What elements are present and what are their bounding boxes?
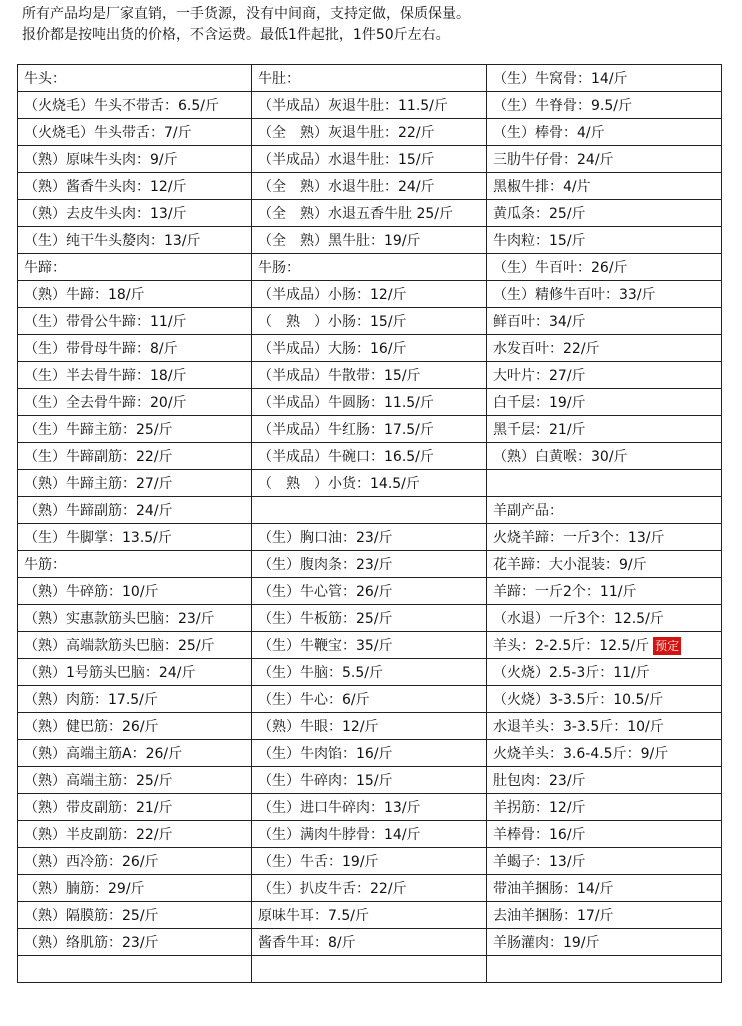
price-item-text: 带油羊捆肠：14/斤 [493,881,614,897]
price-item-text: 羊蝎子：13/斤 [493,854,586,870]
price-cell [487,65,722,92]
price-cell [252,146,487,173]
price-cell [252,740,487,767]
price-cell [252,227,487,254]
table-row [18,524,722,551]
price-cell [487,335,722,362]
price-item-text: （生）棒骨：4/斤 [493,125,605,141]
price-item-text: 牛肚： [258,71,300,87]
price-item-text: 大叶片：27/斤 [493,368,586,384]
price-cell [487,794,722,821]
price-item-text: （全 熟）水退牛肚：24/斤 [258,179,435,195]
price-item-text: 酱香牛耳：8/斤 [258,935,356,951]
price-cell [252,362,487,389]
price-cell [18,389,252,416]
price-cell [252,173,487,200]
price-item-text: （生）扒皮牛舌：22/斤 [258,881,407,897]
price-item-text: 羊蹄：一斤2个：11/斤 [493,584,637,600]
price-cell [252,794,487,821]
price-cell [252,605,487,632]
price-cell [487,686,722,713]
price-item-text: 去油羊捆肠：17/斤 [493,908,614,924]
price-cell [487,308,722,335]
price-cell [252,308,487,335]
table-row [18,308,722,335]
price-item-text: （半成品）灰退牛肚：11.5/斤 [258,98,448,114]
intro-text [22,4,737,46]
price-cell [487,281,722,308]
intro-line-2: 报价都是按吨出货的价格，不含运费。最低1件起批，1件50斤左右。 [22,27,450,43]
price-item-text: （生）牛肉馅：16/斤 [258,746,393,762]
price-cell [252,713,487,740]
table-row [18,605,722,632]
price-item-text: （熟）牛蹄：18/斤 [24,287,145,303]
price-item-text: 肚包肉：23/斤 [493,773,586,789]
price-item-text: （生）满肉牛脖骨：14/斤 [258,827,421,843]
table-row [18,443,722,470]
price-item-text: （熟）酱香牛头肉：12/斤 [24,179,187,195]
table-row [18,686,722,713]
price-item-text: （生）牛蹄副筋：22/斤 [24,449,173,465]
table-row [18,119,722,146]
price-item-text: （熟）肉筋：17.5/斤 [24,692,158,708]
price-cell [18,443,252,470]
price-item-text: （ 熟 ）小货：14.5/斤 [258,476,420,492]
table-row [18,740,722,767]
price-item-text: （生）牛碎肉：15/斤 [258,773,393,789]
price-cell [252,821,487,848]
price-item-text: 牛肠： [258,260,300,276]
price-cell [18,362,252,389]
price-item-text: （全 熟）水退五香牛肚 25/斤 [258,206,453,222]
table-row [18,281,722,308]
price-item-text: 羊副产品： [493,503,563,519]
price-cell [18,713,252,740]
price-table-body [18,65,722,983]
price-cell [487,227,722,254]
price-item-text: （生）精修牛百叶：33/斤 [493,287,656,303]
price-item-text: 牛筋： [24,557,66,573]
price-item-text: 三肋牛仔骨：24/斤 [493,152,614,168]
price-item-text: （熟）牛蹄主筋：27/斤 [24,476,173,492]
price-item-text: （熟）白黄喉：30/斤 [493,449,628,465]
price-cell [487,713,722,740]
price-item-text: （熟）牛眼：12/斤 [258,719,379,735]
price-cell [252,632,487,659]
price-cell [487,632,722,659]
price-cell [18,659,252,686]
price-cell [18,254,252,281]
price-cell [487,470,722,497]
price-item-text: （生）胸口油：23/斤 [258,530,393,546]
price-item-text: （火烧）2.5-3斤：11/斤 [493,665,650,681]
price-cell [487,254,722,281]
price-cell [252,767,487,794]
table-row [18,794,722,821]
price-item-text: （半成品）水退牛肚：15/斤 [258,152,435,168]
price-item-text: （水退）一斤3个：12.5/斤 [493,611,664,627]
price-cell [487,767,722,794]
table-row [18,416,722,443]
price-cell [252,524,487,551]
price-cell [487,551,722,578]
price-item-text: 原味牛耳：7.5/斤 [258,908,369,924]
price-item-text: （生）牛百叶：26/斤 [493,260,628,276]
table-row [18,470,722,497]
price-cell [252,875,487,902]
price-cell [487,848,722,875]
price-cell [18,605,252,632]
price-item-text: （ 熟 ）小肠：15/斤 [258,314,407,330]
price-item-text: 花羊蹄：大小混装：9/斤 [493,557,647,573]
price-item-text: （生）半去骨牛蹄：18/斤 [24,368,187,384]
table-row [18,632,722,659]
price-item-text: （全 熟）黑牛肚：19/斤 [258,233,421,249]
price-cell [18,902,252,929]
price-item-text: （半成品）大肠：16/斤 [258,341,407,357]
table-row [18,497,722,524]
price-cell [487,173,722,200]
table-row [18,65,722,92]
intro-line-1: 所有产品均是厂家直销，一手货源，没有中间商，支持定做，保质保量。 [22,6,470,22]
price-item-text: （火烧）3-3.5斤：10.5/斤 [493,692,664,708]
table-row [18,902,722,929]
table-row [18,875,722,902]
price-item-text: （熟）牛碎筋：10/斤 [24,584,159,600]
price-cell [18,740,252,767]
price-cell [487,659,722,686]
price-item-text: （生）牛脚掌：13.5/斤 [24,530,172,546]
price-cell [252,902,487,929]
price-item-text: （熟）带皮副筋：21/斤 [24,800,173,816]
price-cell [18,578,252,605]
price-item-text: （半成品）牛碗口：16.5/斤 [258,449,434,465]
price-item-text: （生）牛鞭宝：35/斤 [258,638,393,654]
price-item-text: 牛肉粒：15/斤 [493,233,586,249]
price-cell [252,92,487,119]
price-cell [18,929,252,956]
price-item-text: （熟）原味牛头肉：9/斤 [24,152,178,168]
price-cell [252,470,487,497]
price-cell [252,281,487,308]
price-cell [487,119,722,146]
price-cell [252,254,487,281]
price-cell [18,956,252,983]
price-cell [252,848,487,875]
price-item-text: （半成品）牛散带：15/斤 [258,368,421,384]
price-cell [18,65,252,92]
price-cell [252,200,487,227]
price-cell [18,200,252,227]
price-cell [252,335,487,362]
price-item-text: （生）进口牛碎肉：13/斤 [258,800,421,816]
price-item-text: 火烧羊蹄：一斤3个：13/斤 [493,530,665,546]
price-item-text: （半成品）牛圆肠：11.5/斤 [258,395,434,411]
price-item-text: （生）牛板筋：25/斤 [258,611,393,627]
price-item-text: （全 熟）灰退牛肚：22/斤 [258,125,435,141]
price-item-text: 羊拐筋：12/斤 [493,800,586,816]
price-item-text: （生）牛脊骨：9.5/斤 [493,98,632,114]
table-row [18,659,722,686]
price-item-text: （生）牛心管：26/斤 [258,584,393,600]
price-cell [487,92,722,119]
price-cell [18,767,252,794]
price-item-text: （熟）腩筋：29/斤 [24,881,145,897]
price-cell [18,875,252,902]
table-row [18,767,722,794]
reserve-badge: 预定 [655,639,680,653]
price-item-text: （生）牛蹄主筋：25/斤 [24,422,173,438]
price-item-text: （熟）去皮牛头肉：13/斤 [24,206,187,222]
table-row [18,227,722,254]
price-item-text: （生）牛脑：5.5/斤 [258,665,383,681]
table-row [18,821,722,848]
price-item-text: 牛蹄： [24,260,66,276]
table-row [18,92,722,119]
price-item-text: （熟）高端款筋头巴脑：25/斤 [24,638,215,654]
table-row [18,929,722,956]
price-item-text: （火烧毛）牛头带舌：7/斤 [24,125,192,141]
price-cell [252,578,487,605]
price-item-text: 羊棒骨：16/斤 [493,827,586,843]
price-cell [487,821,722,848]
price-cell [18,227,252,254]
price-cell [487,956,722,983]
price-cell [487,902,722,929]
price-item-text: （熟）1号筋头巴脑：24/斤 [24,665,196,681]
price-cell [487,389,722,416]
price-cell [252,551,487,578]
price-cell [18,146,252,173]
price-cell [487,200,722,227]
table-row [18,200,722,227]
price-cell [487,929,722,956]
price-cell [487,497,722,524]
price-cell [252,119,487,146]
price-cell [252,389,487,416]
price-cell [252,929,487,956]
price-item-text: （生）牛舌：19/斤 [258,854,379,870]
price-item-text: （生）带骨公牛蹄：11/斤 [24,314,187,330]
price-cell [18,497,252,524]
price-cell [252,65,487,92]
price-cell [18,92,252,119]
table-row [18,578,722,605]
price-cell [18,173,252,200]
table-row [18,713,722,740]
price-cell [252,443,487,470]
price-cell [18,551,252,578]
price-item-text: （生）牛心：6/斤 [258,692,370,708]
price-cell [487,524,722,551]
price-item-text: 牛头： [24,71,66,87]
price-item-text: （熟）络肌筋：23/斤 [24,935,159,951]
price-item-text: 黄瓜条：25/斤 [493,206,586,222]
price-cell [18,119,252,146]
price-item-text: （熟）实惠款筋头巴脑：23/斤 [24,611,215,627]
price-cell [487,875,722,902]
price-cell [252,956,487,983]
table-row [18,848,722,875]
price-item-text: 鲜百叶：34/斤 [493,314,586,330]
table-row [18,389,722,416]
table-row [18,254,722,281]
table-row [18,956,722,983]
price-item-text: 黑椒牛排：4/片 [493,179,591,195]
price-cell [252,497,487,524]
price-cell [18,821,252,848]
table-row [18,362,722,389]
price-item-text: （熟）西冷筋：26/斤 [24,854,159,870]
price-cell [18,524,252,551]
price-cell [18,686,252,713]
price-cell [18,308,252,335]
price-item-text: 羊头：2-2.5斤：12.5/斤 [493,638,650,654]
price-item-text: 黑千层：21/斤 [493,422,586,438]
price-table [17,64,722,983]
price-cell [487,362,722,389]
price-cell [18,794,252,821]
price-cell [18,632,252,659]
price-cell [18,416,252,443]
price-item-text: （火烧毛）牛头不带舌：6.5/斤 [24,98,219,114]
price-item-text: 水发百叶：22/斤 [493,341,600,357]
price-cell [252,416,487,443]
price-item-text: （生）牛窝骨：14/斤 [493,71,628,87]
price-item-text: （熟）牛蹄副筋：24/斤 [24,503,173,519]
table-row [18,551,722,578]
price-item-text: （半成品）小肠：12/斤 [258,287,407,303]
price-item-text: 羊肠灌肉：19/斤 [493,935,600,951]
price-item-text: （熟）高端主筋A：26/斤 [24,746,183,762]
price-item-text: （生）纯干牛头嫠肉：13/斤 [24,233,201,249]
price-cell [487,605,722,632]
table-row [18,335,722,362]
price-cell [487,416,722,443]
price-item-text: （熟）健巴筋：26/斤 [24,719,159,735]
price-cell [18,335,252,362]
price-cell [487,146,722,173]
price-item-text: 白千层：19/斤 [493,395,586,411]
price-item-text: （熟）高端主筋：25/斤 [24,773,173,789]
table-row [18,173,722,200]
price-item-text: （生）带骨母牛蹄：8/斤 [24,341,178,357]
price-cell [252,659,487,686]
price-item-text: （熟）隔膜筋：25/斤 [24,908,159,924]
price-cell [487,578,722,605]
table-row [18,146,722,173]
price-cell [18,470,252,497]
price-item-text: 火烧羊头：3.6-4.5斤：9/斤 [493,746,669,762]
price-item-text: （生）全去骨牛蹄：20/斤 [24,395,187,411]
price-cell [18,281,252,308]
price-cell [487,443,722,470]
price-cell [18,848,252,875]
price-item-text: （生）腹肉条：23/斤 [258,557,393,573]
price-cell [487,740,722,767]
price-item-text: （半成品）牛红肠：17.5/斤 [258,422,434,438]
price-item-text: 水退羊头：3-3.5斤：10/斤 [493,719,664,735]
price-cell [252,686,487,713]
price-item-text: （熟）半皮副筋：22/斤 [24,827,173,843]
